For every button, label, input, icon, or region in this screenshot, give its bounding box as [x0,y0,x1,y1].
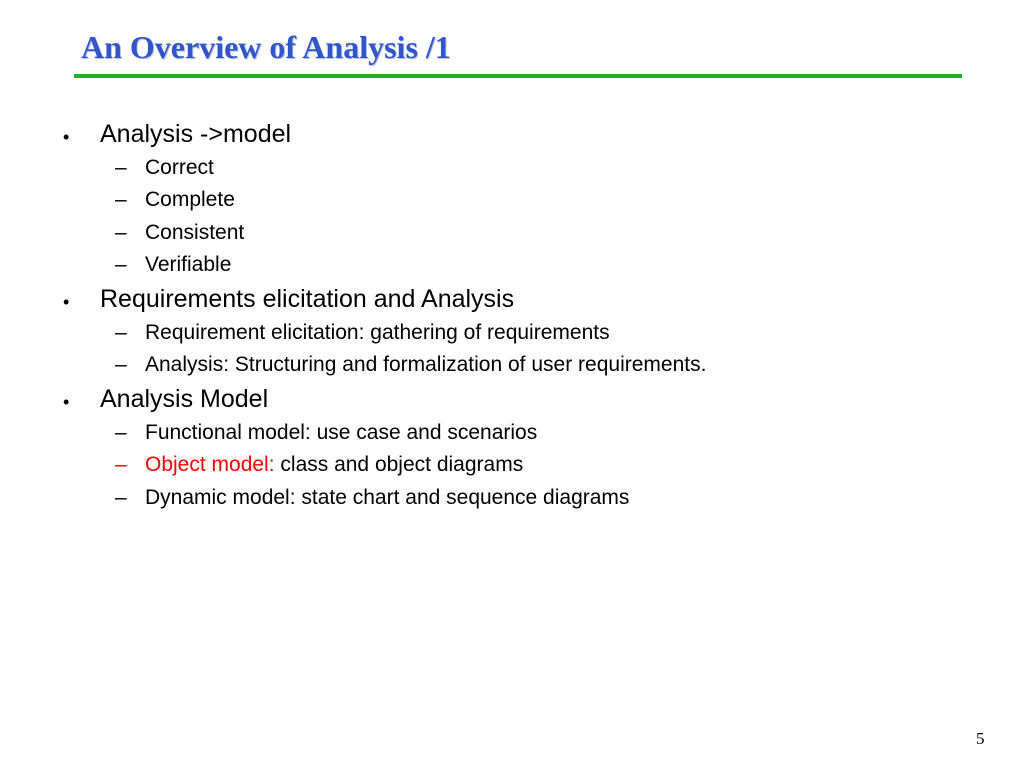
section-heading-analysis-model: Analysis ->model [100,120,292,148]
slide-title: An Overview of Analysis /1 [81,29,451,65]
section-heading-requirements-elicitation: Requirements elicitation and Analysis [100,285,515,313]
dash-icon: – [115,188,127,211]
bullet-icon: • [63,127,70,147]
dash-icon: – [115,253,127,276]
list-item-dynamic-model: Dynamic model: state chart and sequence diagrams [145,486,630,509]
list-item-correct: Correct [145,156,214,179]
list-item-object-model [145,452,523,478]
dash-icon: – [115,421,127,444]
list-item-analysis-structuring: Analysis: Structuring and formalization of user requirements. [145,353,707,376]
dash-icon: – [115,353,127,376]
list-item-verifiable: Verifiable [145,253,232,276]
section-heading-analysis-model-2: Analysis Model [100,385,269,413]
page-number: 5 [976,729,985,748]
title-underline [74,74,962,78]
dash-icon: – [115,486,127,509]
dash-icon: – [115,221,127,244]
bullet-icon: • [63,292,70,312]
list-item-consistent: Consistent [145,221,245,244]
list-item-requirement-elicitation: Requirement elicitation: gathering of requirements [145,321,610,344]
dash-icon: – [115,156,127,179]
list-item-complete: Complete [145,188,235,211]
list-item-functional-model: Functional model: use case and scenarios [145,421,538,444]
list-item-text: class and object diagrams [274,453,524,476]
bullet-icon: • [63,392,70,412]
highlight-label: Object model: [145,453,275,476]
dash-icon: – [115,453,127,476]
dash-icon: – [115,321,127,344]
